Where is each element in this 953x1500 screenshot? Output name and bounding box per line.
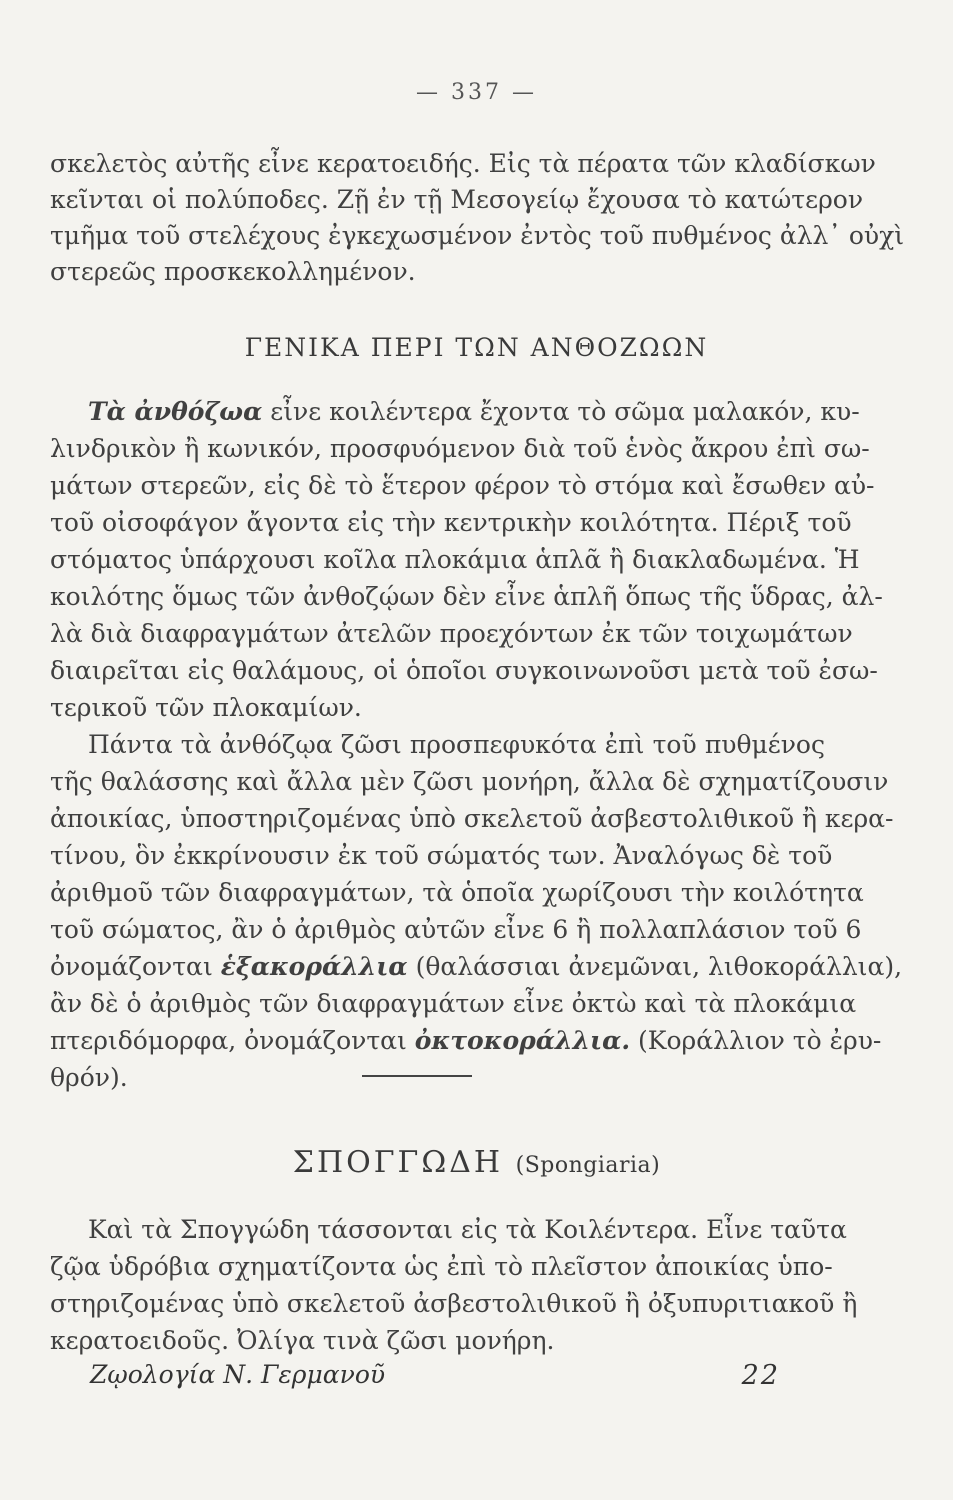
text-line: διαιρεῖται εἰς θαλάμους, οἱ ὁποῖοι συγκοινωνοῦσι μετὰ τοῦ ἐσω- <box>50 656 878 685</box>
text-run: (θαλάσσιαι ἀνεμῶναι, λιθοκοράλλια), <box>407 952 903 981</box>
text-run: ὀνομάζονται <box>50 952 221 981</box>
text-line: τῆς θαλάσσης καὶ ἄλλα μὲν ζῶσι μονήρη, ἄλλα δὲ σχηματίζουσιν <box>50 767 889 796</box>
text-line: ἀριθμοῦ τῶν διαφραγμάτων, τὰ ὁποῖα χωρίζουσι τὴν κοιλότητα <box>50 878 864 907</box>
section-divider <box>362 1075 472 1077</box>
text-line: στηριζομένας ὑπὸ σκελετοῦ ἀσβεστολιθικοῦ ἢ ὀξυπυριτιακοῦ ἢ <box>50 1289 858 1318</box>
text-line: σκελετὸς αὐτῆς εἶνε κερατοειδής. Εἰς τὰ πέρατα τῶν κλαδίσκων <box>50 149 876 178</box>
section-heading-anthozoa: ΓΕΝΙΚΑ ΠΕΡΙ ΤΩΝ ΑΝΘΟΖΩΩΝ <box>244 333 709 362</box>
text-line: θρόν). <box>50 1063 128 1092</box>
text-line <box>50 394 860 430</box>
text-line: στόματος ὑπάρχουσι κοῖλα πλοκάμια ἁπλᾶ ἢ διακλαδωμένα. Ἡ <box>50 545 860 574</box>
term-hexacorallia: ἑξακοράλλια <box>220 952 408 981</box>
text-line: τοῦ οἰσοφάγον ἄγοντα εἰς τὴν κεντρικὴν κοιλότητα. Πέριξ τοῦ <box>50 508 852 537</box>
term-octocorallia: ὀκτοκοράλλια. <box>414 1026 631 1055</box>
text-line: κοιλότης ὅμως τῶν ἀνθοζῴων δὲν εἶνε ἁπλῆ ὅπως τῆς ὕδρας, ἀλ- <box>50 582 883 611</box>
text-run: εἶνε κοιλέντερα ἔχοντα τὸ σῶμα μαλακόν, κυ- <box>262 397 860 426</box>
heading-latin: (Spongiaria) <box>515 1153 661 1178</box>
heading-greek: ΣΠΟΓΓΩΔΗ <box>292 1145 504 1180</box>
text-line: μάτων στερεῶν, εἰς δὲ τὸ ἕτερον φέρον τὸ στόμα καὶ ἔσωθεν αὐ- <box>50 471 875 500</box>
text-line <box>50 949 903 985</box>
text-line: στερεῶς προσκεκολλημένον. <box>50 257 416 286</box>
text-line: τοῦ σώματος, ἂν ὁ ἀριθμὸς αὐτῶν εἶνε 6 ἢ πολλαπλάσιον τοῦ 6 <box>50 915 862 944</box>
page-footer <box>90 1360 780 1396</box>
text-line: λινδρικὸν ἢ κωνικόν, προσφυόμενον διὰ τοῦ ἑνὸς ἄκρου ἐπὶ σω- <box>50 434 870 463</box>
text-line: κεῖνται οἱ πολύποδες. Ζῇ ἐν τῇ Μεσογείῳ ἔχουσα τὸ κατώτερον <box>50 185 864 214</box>
text-line: τίνου, ὃν ἐκκρίνουσιν ἐκ τοῦ σώματός των. Ἀναλόγως δὲ τοῦ <box>50 841 833 870</box>
text-line: ἀποικίας, ὑποστηριζομένας ὑπὸ σκελετοῦ ἀσβεστολιθικοῦ ἢ κερα- <box>50 804 894 833</box>
signature-line: Ζῳολογία Ν. Γερμανοῦ <box>90 1360 386 1389</box>
text-line: λὰ διὰ διαφραγμάτων ἀτελῶν προεχόντων ἐκ τῶν τοιχωμάτων <box>50 619 853 648</box>
text-run: πτεριδόμορφα, ὀνομάζονται <box>50 1026 415 1055</box>
section-heading-spongiaria <box>0 1145 953 1180</box>
text-line: τερικοῦ τῶν πλοκαμίων. <box>50 693 362 722</box>
page-number: — 337 — <box>416 80 537 105</box>
text-line: τμῆμα τοῦ στελέχους ἐγκεχωσμένον ἐντὸς τοῦ πυθμένος ἀλλ᾽ οὐχὶ <box>50 221 905 250</box>
sheet-number: 22 <box>741 1360 780 1391</box>
term-anthozoa: Τὰ ἀνθόζωα <box>88 397 263 426</box>
text-line: Πάντα τὰ ἀνθόζῳα ζῶσι προσπεφυκότα ἐπὶ τοῦ πυθμένος <box>88 730 825 759</box>
text-line: ζῷα ὑδρόβια σχηματίζοντα ὡς ἐπὶ τὸ πλεῖστον ἀποικίας ὑπο- <box>50 1252 833 1281</box>
text-run: (Κοράλλιον τὸ ἐρυ- <box>630 1026 882 1055</box>
text-line: Καὶ τὰ Σπογγώδη τάσσονται εἰς τὰ Κοιλέντερα. Εἶνε ταῦτα <box>88 1215 847 1244</box>
text-line: κερατοειδοῦς. Ὀλίγα τινὰ ζῶσι μονήρη. <box>50 1326 555 1355</box>
text-line: ἂν δὲ ὁ ἀριθμὸς τῶν διαφραγμάτων εἶνε ὀκτὼ καὶ τὰ πλοκάμια <box>50 989 857 1018</box>
text-line <box>50 1023 882 1059</box>
